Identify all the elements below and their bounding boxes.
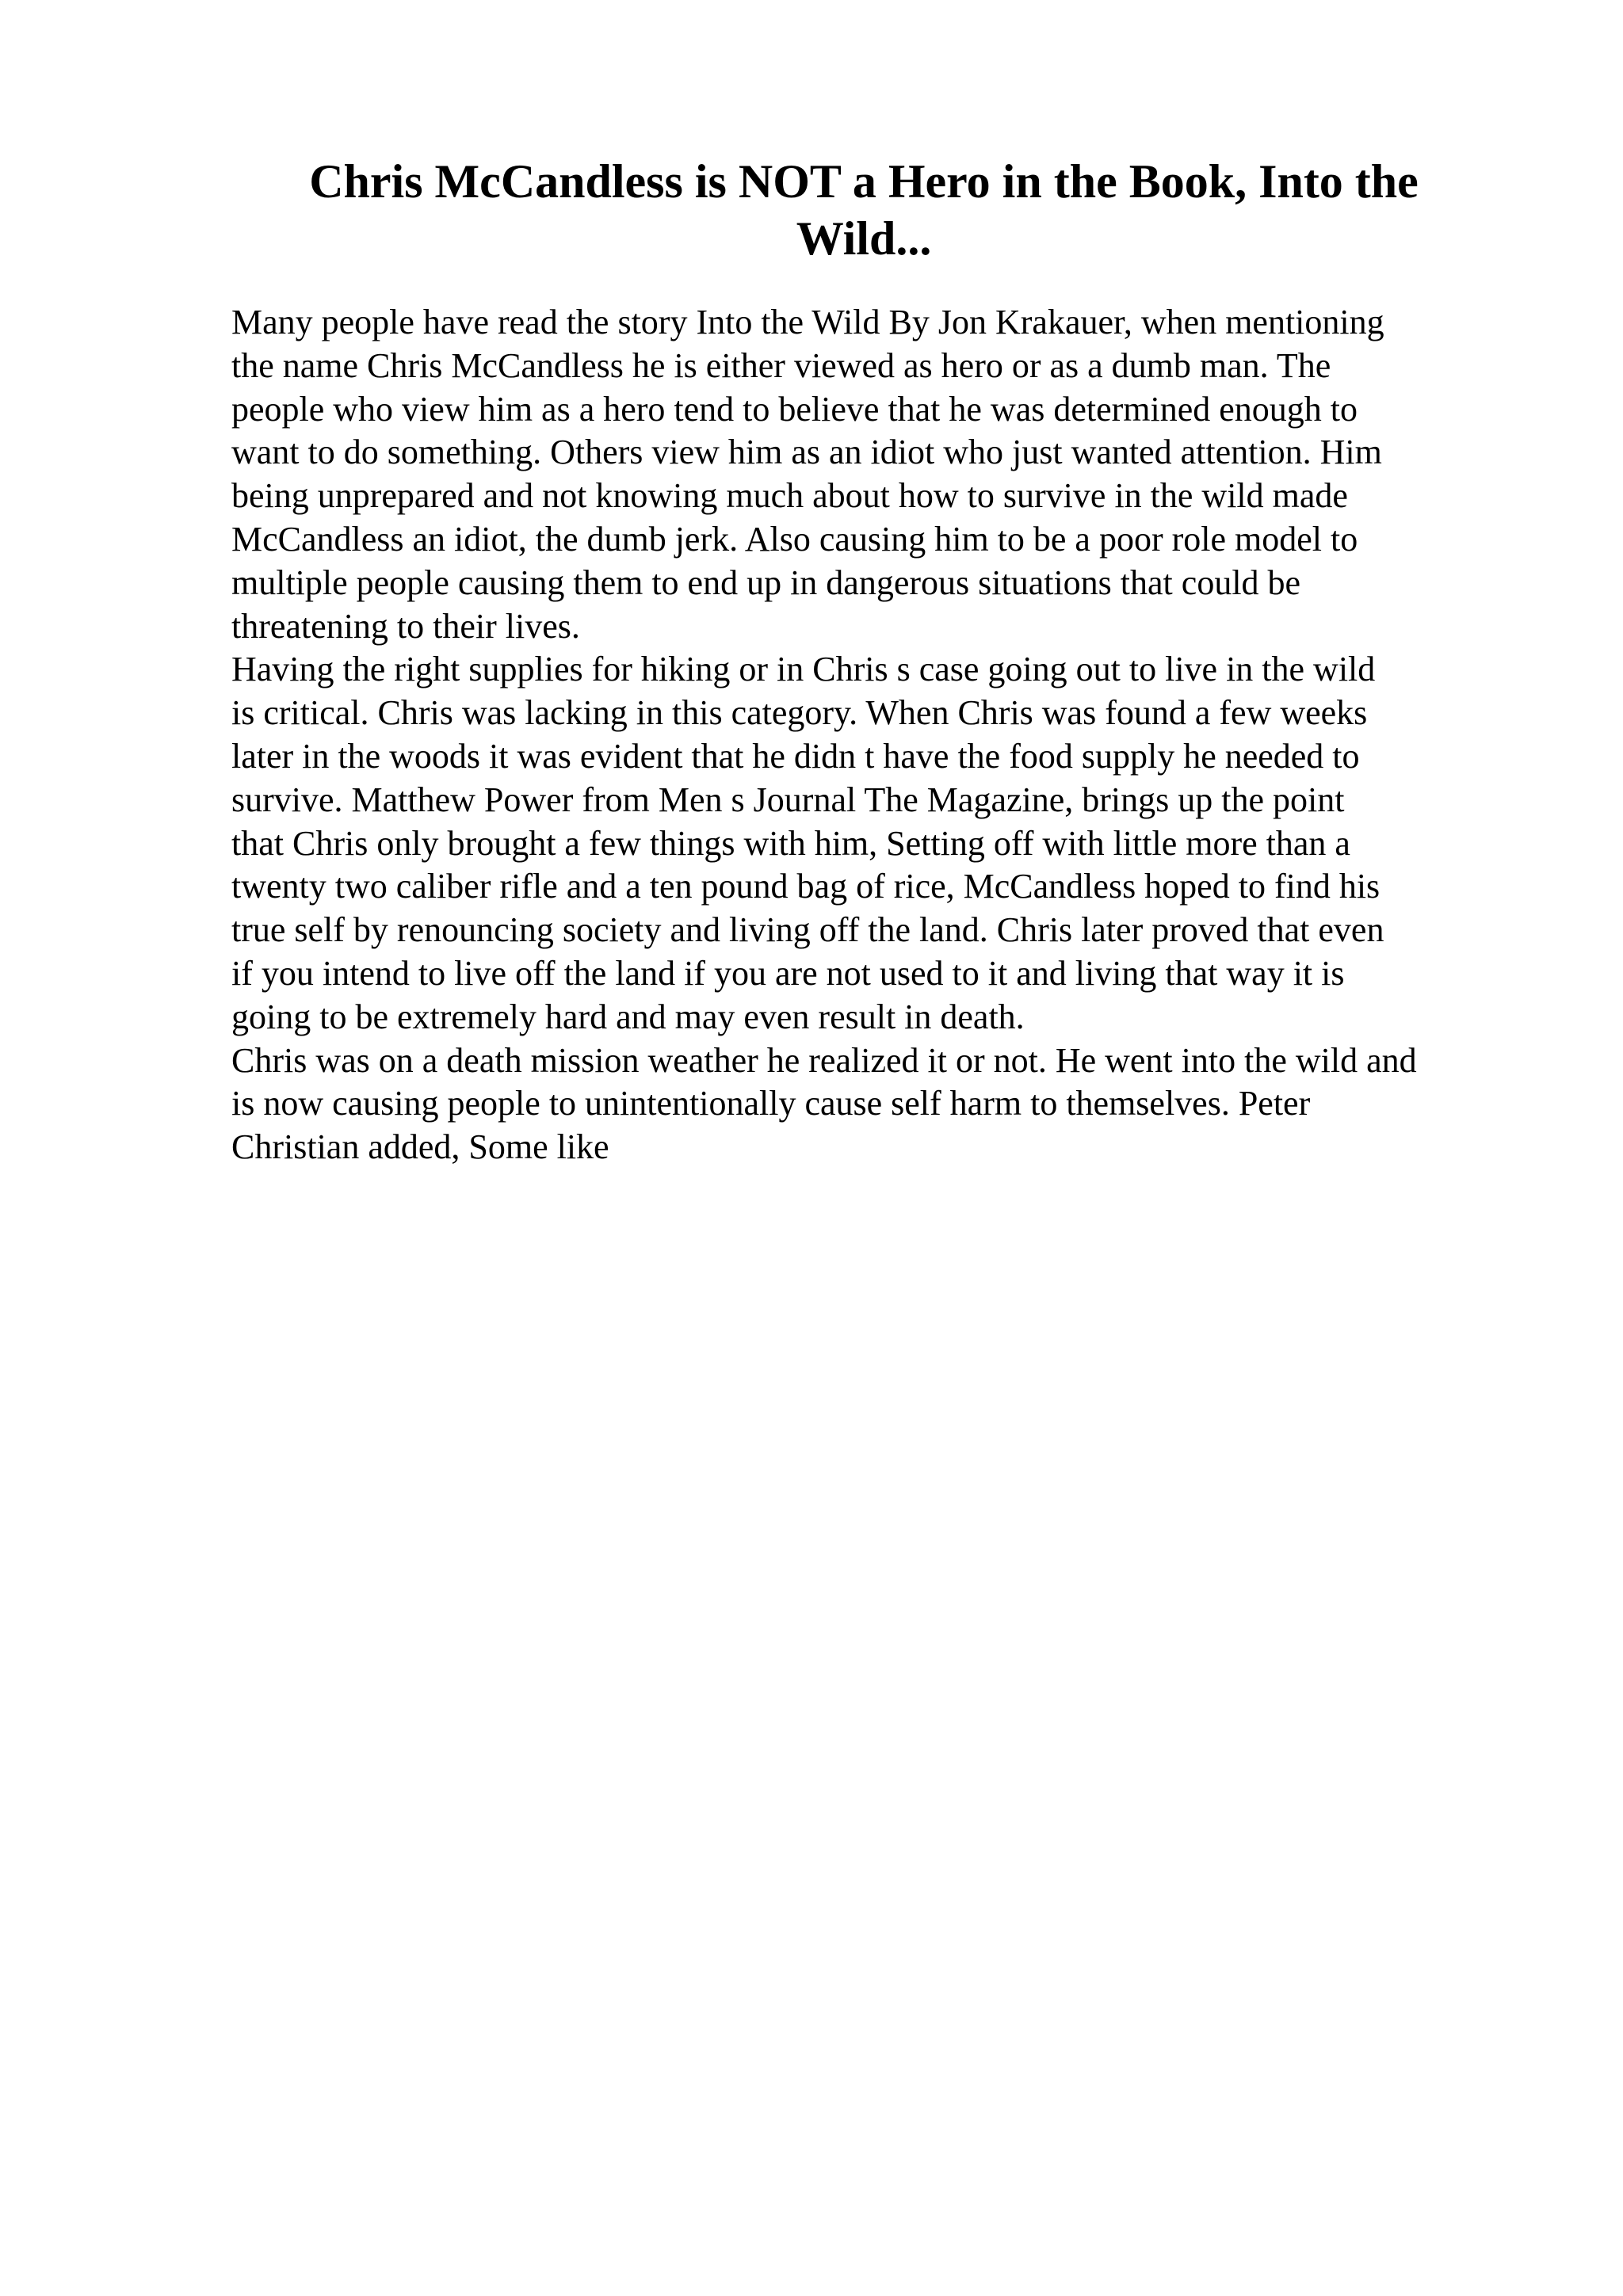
text-line: is critical. Chris was lacking in this category. When Chris was found a few weeks [231,693,1368,733]
text-line: want to do something. Others view him as an idiot who just wanted attention. Him [231,433,1382,472]
text-line: is now causing people to unintentionally cause self harm to themselves. Peter [231,1084,1311,1123]
text-line: the name Chris McCandless he is either viewed as hero or as a dumb man. The [231,345,1331,385]
text-line: going to be extremely hard and may even result in death. [231,997,1025,1036]
paragraph-3 [231,1039,1515,1169]
paragraph-2 [231,648,1515,1039]
text-line: multiple people causing them to end up in dangerous situations that could be [231,563,1301,602]
paragraph-1 [231,301,1515,648]
text-line: true self by renouncing society and living off the land. Chris later proved that even [231,910,1384,950]
text-line: twenty two caliber rifle and a ten pound bag of rice, McCandless hoped to find his [231,867,1381,906]
text-line: threatening to their lives. [231,606,580,646]
title-line: Wild... [796,212,932,265]
text-line: later in the woods it was evident that he didn t have the food supply he needed to [231,736,1360,776]
document-body [231,301,1515,1169]
document-title [231,153,1496,267]
text-line: McCandless an idiot, the dumb jerk. Also causing him to be a poor role model to [231,519,1358,559]
text-line: Having the right supplies for hiking or in Chris s case going out to live in the wild [231,650,1376,689]
text-line: survive. Matthew Power from Men s Journal The Magazine, brings up the point [231,780,1345,819]
text-line: Many people have read the story Into the Wild By Jon Krakauer, when mentioning [231,303,1384,341]
text-line: people who view him as a hero tend to believe that he was determined enough to [231,389,1358,429]
text-line: Chris was on a death mission weather he realized it or not. He went into the wild and [231,1040,1417,1080]
text-line: Christian added, Some like [231,1127,609,1167]
text-line: being unprepared and not knowing much about how to survive in the wild made [231,476,1348,516]
text-line: if you intend to live off the land if you are not used to it and living that way it is [231,953,1345,993]
title-line: Chris McCandless is NOT a Hero in the Book, Into the [309,155,1419,208]
text-line: that Chris only brought a few things with him, Setting off with little more than a [231,823,1350,863]
